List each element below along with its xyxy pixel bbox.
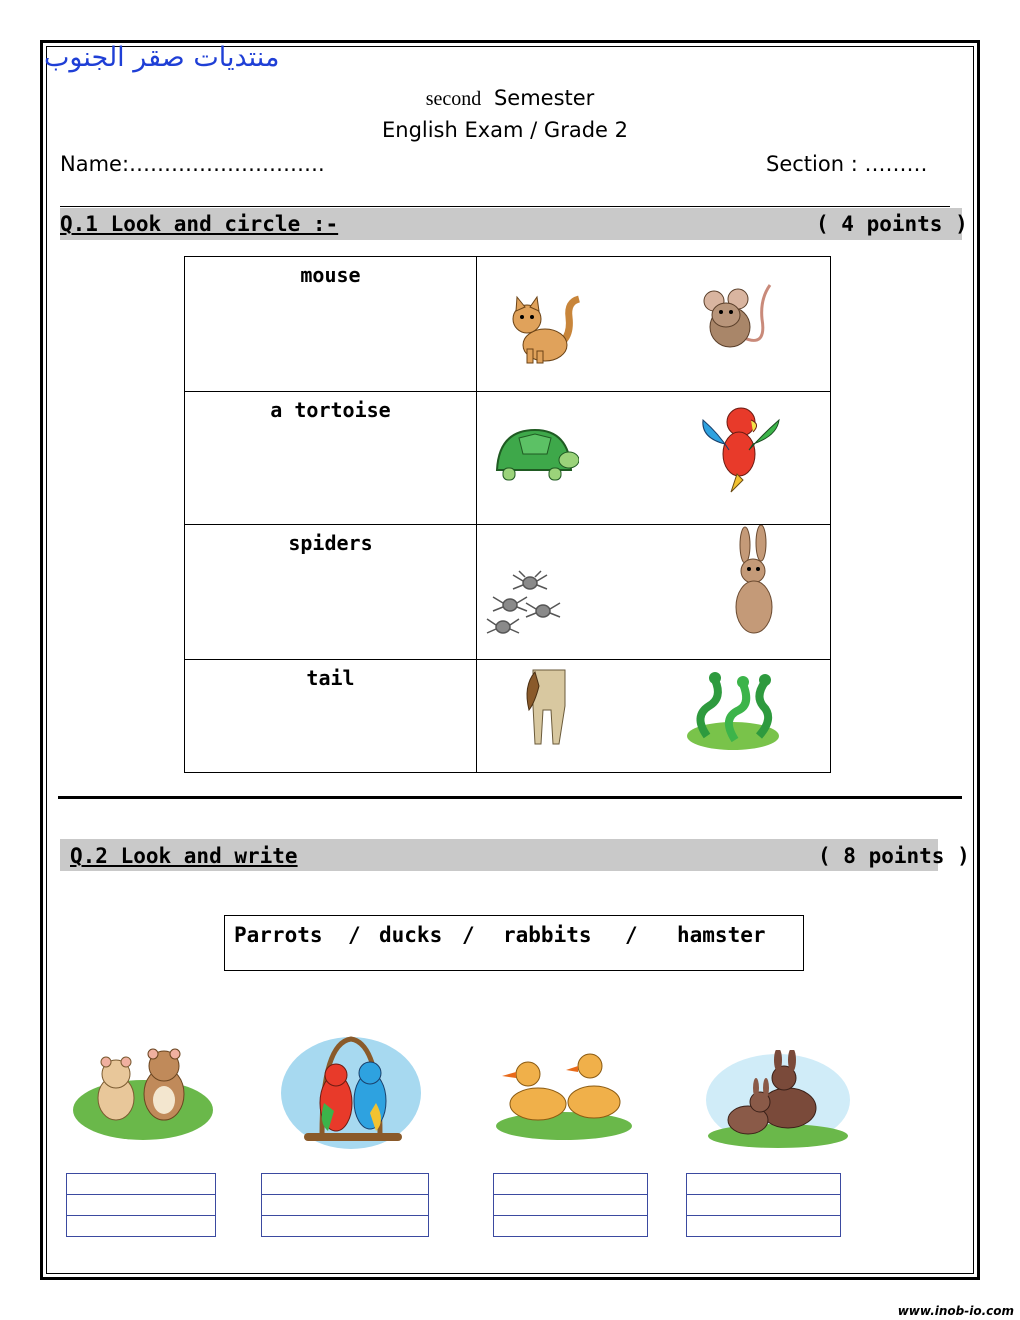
rabbits-icon [704, 1050, 852, 1148]
q2-points: ( 8 points ) [818, 844, 970, 868]
q1-word: a tortoise [270, 398, 391, 422]
semester-word-1: second [425, 88, 482, 110]
cat-icon [497, 287, 587, 367]
q1-picture-cell [477, 525, 831, 660]
semester-word-2: Semester [493, 86, 595, 110]
q1-word: mouse [300, 263, 361, 287]
q1-row [185, 257, 831, 392]
word-bank-separator: / [462, 923, 475, 947]
answer-lines-2[interactable] [261, 1173, 429, 1237]
parrots-icon [278, 1033, 424, 1157]
q1-word-cell [185, 257, 477, 392]
q1-word: spiders [288, 531, 373, 555]
word-bank-item: rabbits [503, 923, 592, 947]
q1-row [185, 392, 831, 525]
word-bank-item: Parrots [234, 923, 323, 947]
semester-line [0, 86, 1020, 111]
word-bank-separator: / [625, 923, 638, 947]
answer-lines-1[interactable] [66, 1173, 216, 1237]
section-field: Section : ……… [766, 152, 928, 176]
answer-lines-3[interactable] [493, 1173, 648, 1237]
word-bank [224, 915, 804, 971]
word-bank-item: hamster [677, 923, 766, 947]
spiders-icon [485, 569, 575, 641]
tortoise-icon [489, 420, 579, 492]
horse-tail-icon [521, 666, 571, 748]
exam-title: English Exam / Grade 2 [381, 118, 628, 142]
q1-title: Q.1 Look and circle :- [60, 212, 339, 236]
name-field: Name:………………………. [60, 152, 325, 176]
q1-table [184, 256, 831, 773]
ducks-icon [494, 1048, 634, 1142]
section-divider [58, 796, 962, 799]
q1-row [185, 525, 831, 660]
header-divider [60, 206, 950, 207]
footer-url: www.inob-io.com [897, 1304, 1014, 1318]
q1-word-cell [185, 392, 477, 525]
mouse-icon [692, 279, 772, 359]
word-bank-item: ducks [379, 923, 443, 947]
hamsters-icon [72, 1044, 214, 1144]
q1-word-cell [185, 525, 477, 660]
word-bank-separator: / [348, 923, 361, 947]
q1-points: ( 4 points ) [816, 212, 968, 236]
watermark: منتديات صقر الجنوب [44, 42, 280, 73]
q1-word: tail [306, 666, 355, 690]
q1-picture-cell [477, 257, 831, 392]
snakes-icon [685, 666, 781, 752]
parrot-icon [697, 400, 783, 495]
q1-picture-cell [477, 660, 831, 773]
answer-lines-4[interactable] [686, 1173, 841, 1237]
q1-word-cell [185, 660, 477, 773]
q1-picture-cell [477, 392, 831, 525]
q1-row [185, 660, 831, 773]
q2-title: Q.2 Look and write [70, 844, 298, 868]
rabbit-icon [729, 525, 779, 637]
